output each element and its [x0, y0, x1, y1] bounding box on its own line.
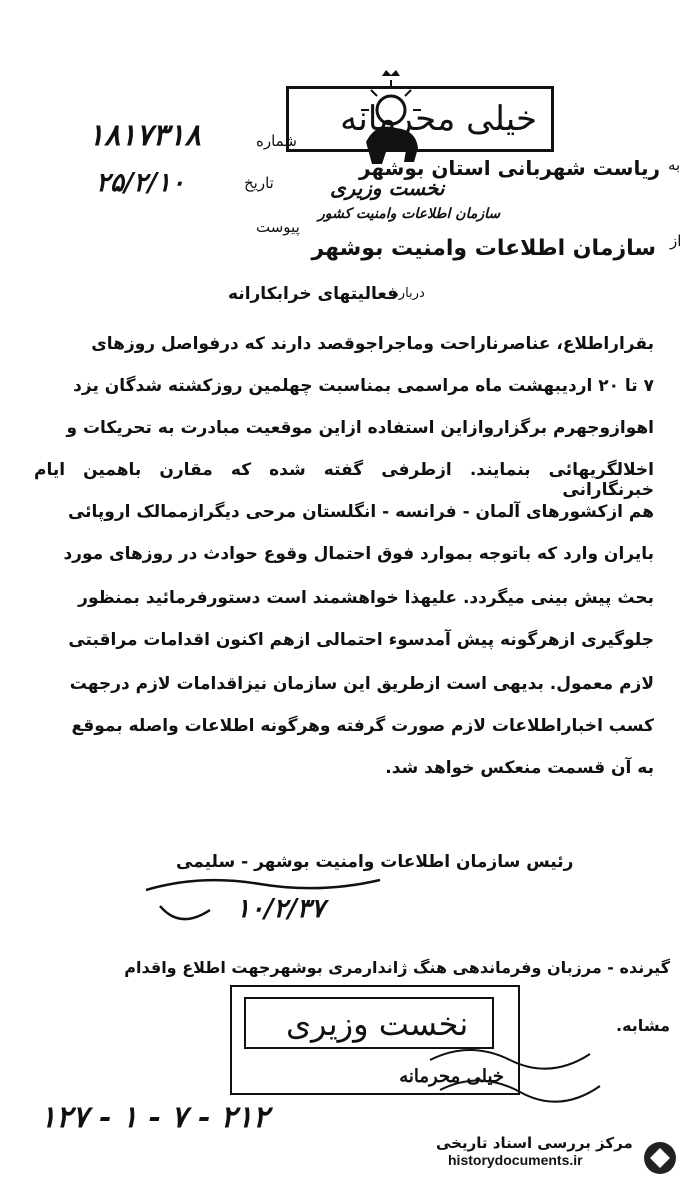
- body-line: به آن قسمت منعکس خواهد شد.: [385, 758, 654, 778]
- body-line: ۷ تا ۲۰ اردیبهشت ماه مراسمی بمناسبت چهلمین روزکشته شدگان یزد: [73, 376, 654, 396]
- letter-subject: فعالیتهای خرابکارانه: [228, 284, 399, 304]
- archive-logo-icon: [640, 1140, 680, 1180]
- body-line: بایران وارد که باتوجه بموارد فوق احتمال وقوع حوادث در روزهای مورد: [63, 544, 654, 564]
- signature-line: رئیس سازمان اطلاعات وامنیت بوشهر - سلیمی: [176, 852, 574, 872]
- subject-label: درباره: [392, 286, 425, 301]
- classification-stamp-top: [286, 86, 554, 152]
- letter-sender: سازمان اطلاعات وامنیت بوشهر: [311, 236, 656, 261]
- letter-number-label: شماره: [256, 132, 297, 150]
- from-label: از: [670, 232, 682, 250]
- to-label: به: [668, 156, 681, 174]
- classification-stamp-text: خیلی محرمانه: [340, 99, 537, 139]
- handwritten-reference-number: ۱۲۷ - ۱ - ۷ - ۲۱۲: [40, 1100, 269, 1135]
- body-line: لازم معمول. بدیهی است ازطریق این سازمان نیزاقدامات لازم درجهت: [69, 674, 654, 694]
- recipients-line-2: مشابه.: [616, 1016, 670, 1035]
- letter-recipient: ریاست شهربانی استان بوشهر: [359, 156, 660, 180]
- signature-date: ۱۰/۲/۳۷: [236, 894, 325, 924]
- ministry-stamp-line1: نخست وزیری: [330, 176, 445, 200]
- stamp-main-text: نخست وزیری: [286, 1005, 469, 1043]
- letter-number-value: ۱۸۱۷۳۱۸: [88, 118, 201, 153]
- archive-name: مرکز بررسی اسناد تاریخی: [436, 1134, 633, 1152]
- body-line: جلوگیری ازهرگونه پیش آمدسوء احتمالی ازهم اکنون اقدامات مراقبتی: [68, 630, 654, 650]
- ministry-stamp-line2: سازمان اطلاعات وامنیت کشور: [318, 206, 501, 222]
- recipients-line: گیرنده - مرزبان وفرماندهی هنگ ژاندارمری بوشهرجهت اطلاع واقدام: [124, 958, 670, 977]
- body-line: هم ازکشورهای آلمان - فرانسه - انگلستان مرحی دیگرازممالک اروپائی: [67, 502, 654, 522]
- letter-attachment-label: پیوست: [256, 218, 300, 236]
- body-line: کسب اخباراطلاعات لازم صورت گرفته وهرگونه اطلاعات واصله بموقع: [71, 716, 654, 736]
- stamp-sub-text: خیلی محرمانه: [399, 1066, 504, 1087]
- body-line: اخلالگریهائی بنمایند. ازطرفی گفته شده که مقارن باهمین ایام خبرنگارانی: [34, 460, 654, 500]
- body-line: اهوازوجهرم برگزاروازاین استفاده ازاین موقعیت مبادرت به تحریکات و: [66, 418, 654, 438]
- letter-date-value: ۲۵/۲/۱۰: [96, 168, 185, 198]
- handwritten-notes-icon: [420, 1030, 620, 1130]
- letter-date-label: تاریخ: [244, 174, 274, 192]
- body-line: بحث پیش بینی میگردد. علیهذا خواهشمند است دستورفرمائید بمنظور: [78, 588, 654, 608]
- body-line: بقراراطلاع، عناصرناراحت وماجراجوقصد دارند که درفواصل روزهای: [91, 334, 654, 354]
- archive-website: historydocuments.ir: [448, 1152, 583, 1168]
